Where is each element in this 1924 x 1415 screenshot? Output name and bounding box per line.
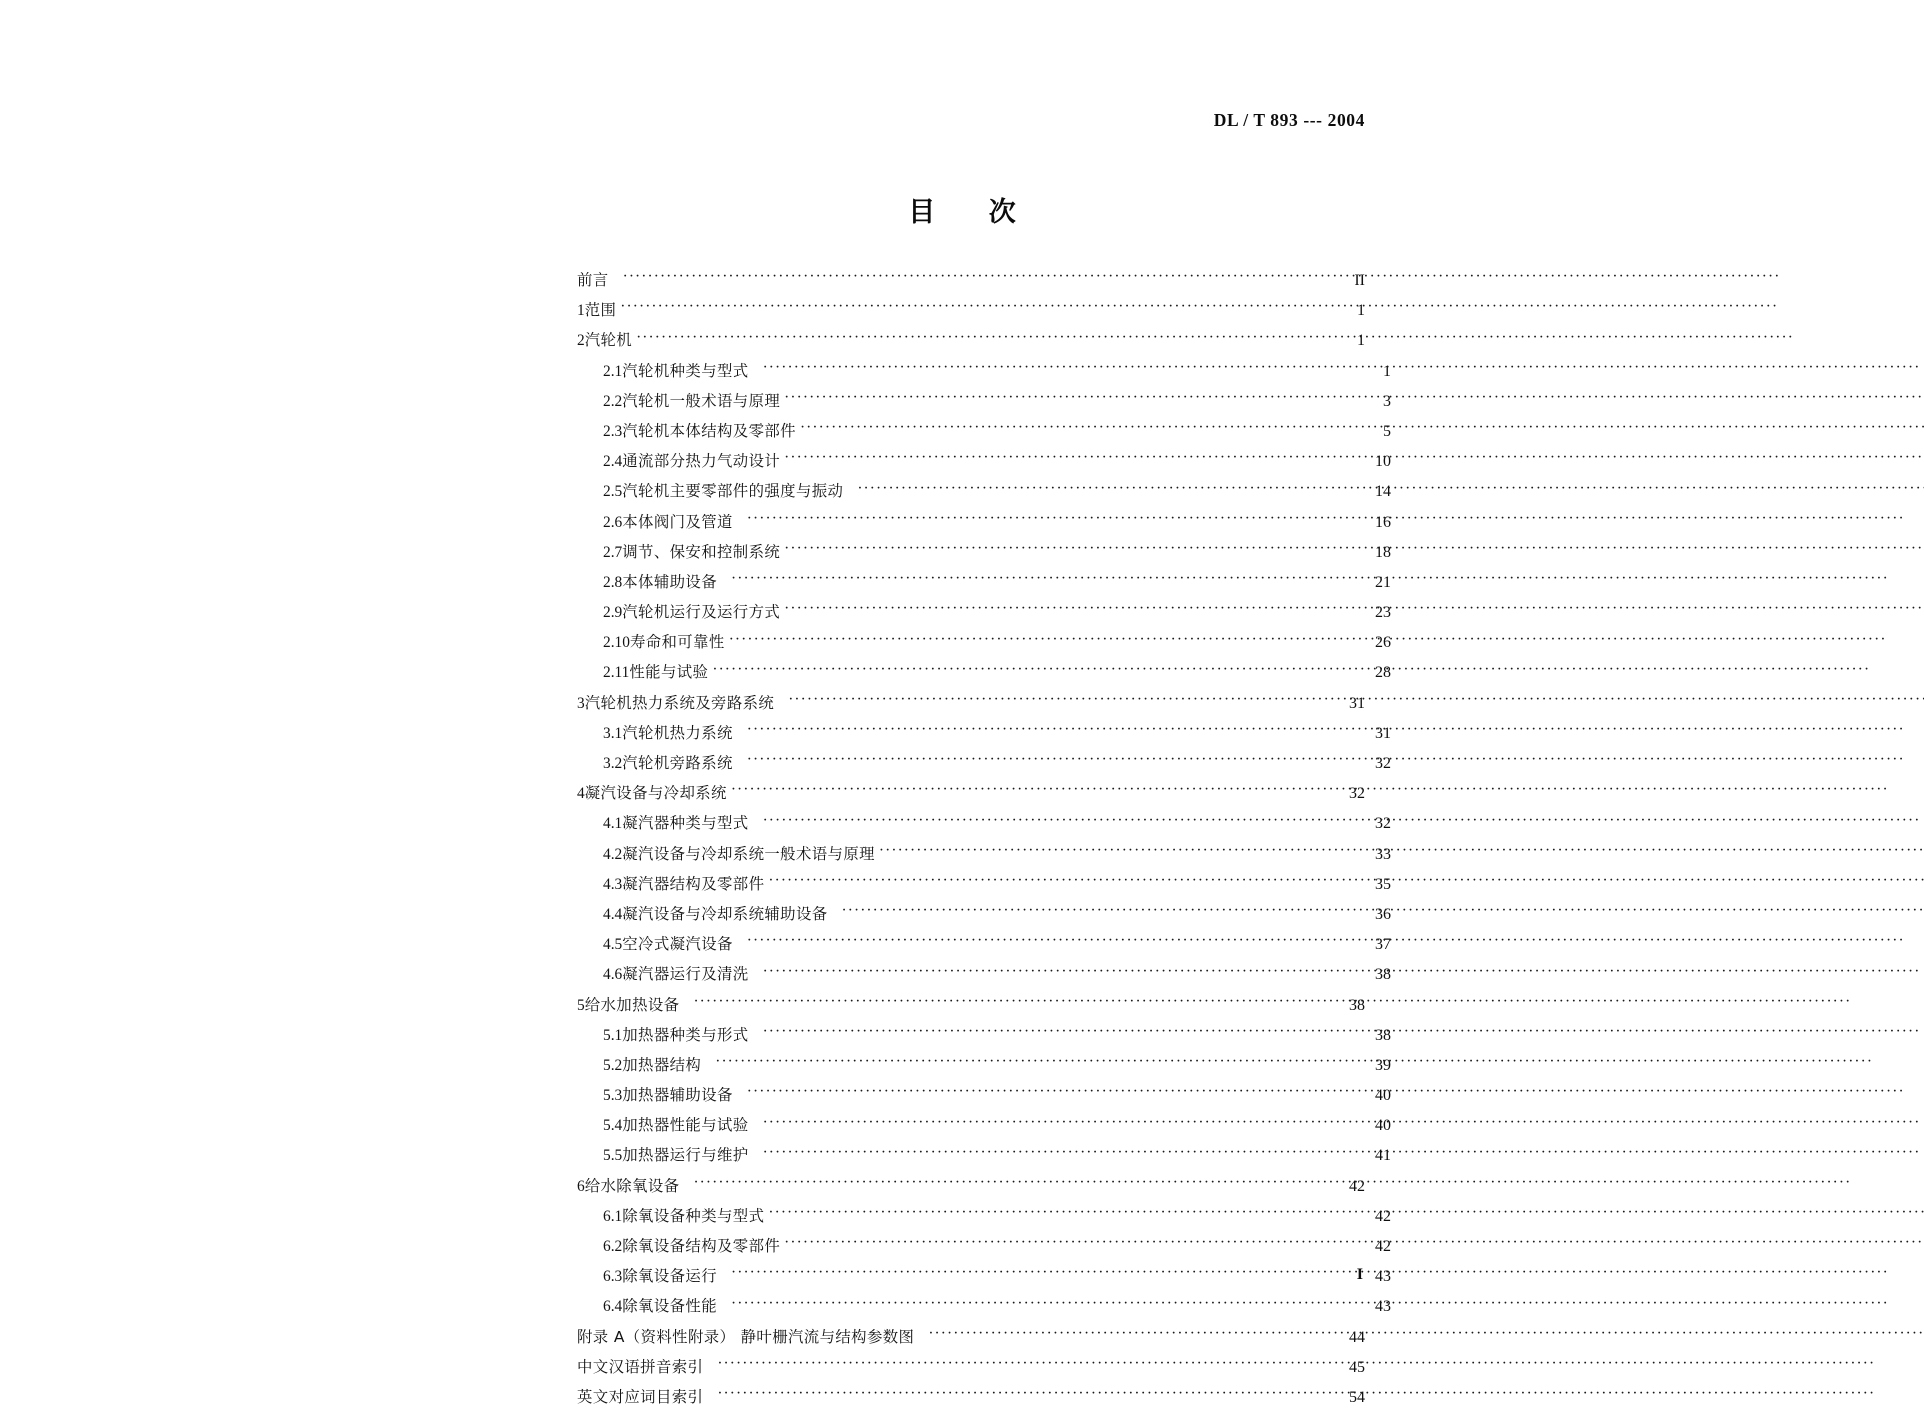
toc-entry-page-number: 21 (1375, 573, 1391, 591)
toc-entry-page-number: 38 (1349, 996, 1365, 1014)
toc-entry-label (603, 751, 733, 773)
toc-entry-label (577, 328, 632, 350)
toc-entry[interactable] (577, 691, 1365, 721)
toc-entry-text: 寿命和可靠性 (629, 633, 725, 652)
toc-entry-page-number: 14 (1375, 483, 1391, 501)
toc-entry-page-number: 28 (1375, 664, 1391, 682)
toc-entry[interactable] (577, 902, 1391, 932)
toc-entry-page-number: 16 (1375, 513, 1391, 531)
toc-entry-number: 2.9 (603, 604, 623, 622)
toc-entry-text: 英文对应词目索引 (577, 1387, 704, 1406)
toc-entry-page-number: 26 (1375, 634, 1391, 652)
toc-dot-leader (800, 421, 1362, 436)
toc-entry[interactable] (577, 479, 1391, 509)
toc-dot-leader (784, 390, 1362, 405)
toc-entry-label (603, 1053, 701, 1075)
toc-entry-text: 除氧设备运行 (622, 1267, 717, 1286)
toc-entry-number: 5.3 (603, 1087, 623, 1105)
toc-entry-text: 中文汉语拼音索引 (577, 1357, 704, 1376)
toc-entry-page-number: 10 (1375, 453, 1391, 471)
toc-entry-label (603, 600, 780, 622)
toc-dot-leader (620, 300, 1336, 315)
toc-entry-label (603, 540, 780, 562)
toc-entry-text: 加热器结构 (622, 1055, 702, 1074)
toc-entry-number: 2.10 (603, 634, 630, 652)
toc-entry-page-number: 38 (1375, 1026, 1391, 1044)
toc-entry-page-number: II (1354, 272, 1365, 289)
toc-entry[interactable] (577, 389, 1391, 419)
toc-entry-text: 通流部分热力气动设计 (622, 452, 781, 471)
toc-entry-label (603, 932, 733, 954)
toc-entry-label (577, 298, 616, 320)
toc-entry[interactable] (577, 842, 1391, 872)
toc-entry[interactable] (577, 660, 1391, 690)
toc-entry-text: 本体辅助设备 (622, 572, 717, 591)
toc-entry-text: 给水除氧设备 (584, 1176, 680, 1195)
toc-entry-label (603, 1264, 717, 1286)
toc-entry[interactable] (577, 1234, 1391, 1264)
toc-entry-text: 汽轮机热力系统及旁路系统 (584, 693, 775, 712)
toc-entry[interactable] (577, 811, 1391, 841)
toc-entry-label (603, 1294, 717, 1316)
toc-entry-text: 汽轮机本体结构及零部件 (622, 421, 796, 440)
toc-entry-label (603, 479, 843, 501)
toc-entry-label (603, 1023, 749, 1045)
toc-entry[interactable] (577, 298, 1365, 328)
toc-entry-text: 凝汽器运行及清洗 (622, 965, 749, 984)
toc-dot-leader (729, 632, 1362, 647)
toc-entry-text: 汽轮机热力系统 (622, 723, 733, 742)
toc-entry-text: 调节、保安和控制系统 (622, 542, 781, 561)
toc-entry-text: 本体阀门及管道 (622, 512, 733, 531)
toc-dot-leader (747, 511, 1362, 526)
toc-entry-text: 凝汽设备与冷却系统 (584, 784, 727, 803)
toc-dot-leader (693, 994, 1336, 1009)
toc-entry-number: 2.8 (603, 573, 623, 591)
toc-entry-page-number: 40 (1375, 1087, 1391, 1105)
toc-entry-label (603, 902, 828, 924)
toc-entry[interactable] (577, 1385, 1365, 1415)
toc-entry-number: 2.4 (603, 453, 623, 471)
toc-entry-text: 加热器种类与形式 (622, 1025, 749, 1044)
toc-entry-text: 加热器性能与试验 (622, 1116, 749, 1135)
toc-entry-page-number: 37 (1375, 936, 1391, 954)
toc-entry-label (603, 1083, 733, 1105)
toc-entry-number: 4.4 (603, 905, 623, 923)
toc-entry[interactable] (577, 510, 1391, 540)
toc-entry-page-number: 36 (1375, 905, 1391, 923)
toc-entry-number: 5.5 (603, 1147, 623, 1165)
toc-entry[interactable] (577, 1325, 1365, 1355)
toc-entry-number: 5 (577, 996, 585, 1014)
toc-entry-number: 6.1 (603, 1207, 623, 1225)
toc-entry-number: 5.4 (603, 1117, 623, 1135)
toc-entry-label (603, 419, 796, 441)
toc-entry-number: 3.1 (603, 724, 623, 742)
toc-dot-leader (784, 451, 1362, 466)
toc-dot-leader (731, 1266, 1362, 1281)
toc-entry-text: 除氧设备种类与型式 (622, 1206, 765, 1225)
toc-entry-page-number: 23 (1375, 604, 1391, 622)
toc-entry-text: 汽轮机种类与型式 (622, 361, 749, 380)
toc-entry-page-number: 32 (1349, 785, 1365, 803)
toc-entry-number: 4.5 (603, 936, 623, 954)
toc-entry[interactable] (577, 1264, 1391, 1294)
toc-dot-leader (857, 481, 1362, 496)
toc-entry[interactable] (577, 962, 1391, 992)
toc-entry-page-number: 45 (1349, 1358, 1365, 1376)
toc-entry-label (577, 691, 774, 713)
toc-entry-label (577, 781, 727, 803)
toc-dot-leader (747, 934, 1362, 949)
toc-entry-text: 范围 (584, 301, 617, 320)
toc-dot-leader (784, 541, 1362, 556)
toc-entry[interactable] (577, 1143, 1391, 1173)
toc-dot-leader (747, 1085, 1362, 1100)
toc-dot-leader (763, 1145, 1362, 1160)
toc-dot-leader (717, 1356, 1336, 1371)
toc-dot-leader (879, 843, 1362, 858)
toc-dot-leader (712, 662, 1362, 677)
toc-entry[interactable] (577, 359, 1391, 389)
toc-entry-page-number: 33 (1375, 845, 1391, 863)
toc-entry[interactable] (577, 721, 1391, 751)
toc-entry-number: 4.2 (603, 845, 623, 863)
toc-entry-page-number: 40 (1375, 1117, 1391, 1135)
toc-entry-text: 凝汽器结构及零部件 (622, 874, 765, 893)
toc-entry-number: 5.1 (603, 1026, 623, 1044)
toc-entry-number: 1 (577, 302, 585, 320)
toc-entry-text: 汽轮机一般术语与原理 (622, 391, 781, 410)
toc-entry-page-number: 32 (1375, 815, 1391, 833)
toc-entry-text: 除氧设备性能 (622, 1297, 717, 1316)
toc-entry-number: 2.1 (603, 362, 623, 380)
toc-dot-leader (768, 1205, 1362, 1220)
toc-entry-label (603, 570, 717, 592)
toc-entry-page-number: 31 (1349, 694, 1365, 712)
standard-number-header: DL / T 893 --- 2004 (1213, 110, 1365, 130)
toc-dot-leader (788, 692, 1336, 707)
toc-entry-text: 凝汽器种类与型式 (622, 814, 749, 833)
toc-entry[interactable] (577, 1174, 1365, 1204)
toc-entry-number: 5.2 (603, 1056, 623, 1074)
toc-entry-page-number: 5 (1383, 422, 1391, 440)
toc-entry-label (577, 1355, 703, 1377)
document-page (487, 0, 1437, 1406)
toc-entry[interactable] (577, 1023, 1391, 1053)
toc-dot-leader (763, 964, 1362, 979)
toc-entry-page-number: 3 (1383, 392, 1391, 410)
toc-entry-label (603, 1234, 780, 1256)
toc-entry-label (603, 1143, 749, 1165)
toc-entry-page-number: 54 (1349, 1388, 1365, 1406)
toc-entry-number: 2 (577, 332, 585, 350)
toc-entry-label (603, 872, 764, 894)
toc-entry[interactable] (577, 872, 1391, 902)
toc-entry-label (603, 449, 780, 471)
toc-entry[interactable] (577, 751, 1391, 781)
toc-entry-label (603, 1113, 749, 1135)
toc-entry[interactable] (577, 570, 1391, 600)
toc-entry-label (603, 630, 725, 652)
toc-dot-leader (717, 1387, 1336, 1402)
page-folio: I (1356, 1266, 1363, 1283)
toc-entry-text: 前言 (577, 271, 609, 289)
toc-entry-number: 2.5 (603, 483, 623, 501)
toc-dot-leader (763, 1115, 1362, 1130)
toc-entry-page-number: 1 (1383, 362, 1391, 380)
toc-entry-label (603, 842, 875, 864)
toc-entry-number: 2.7 (603, 543, 623, 561)
toc-dot-leader (784, 602, 1362, 617)
toc-entry-label (603, 811, 749, 833)
toc-entry-page-number: 18 (1375, 543, 1391, 561)
toc-entry-text: 汽轮机主要零部件的强度与振动 (622, 482, 844, 501)
toc-dot-leader (623, 270, 1336, 285)
toc-dot-leader (731, 571, 1362, 586)
toc-entry-label (603, 359, 749, 381)
toc-entry-page-number: 38 (1375, 966, 1391, 984)
toc-entry-page-number: 44 (1349, 1328, 1365, 1346)
toc-entry-number: 2.6 (603, 513, 623, 531)
toc-entry-text: 给水加热设备 (584, 995, 680, 1014)
toc-entry-page-number: 32 (1375, 755, 1391, 772)
toc-entry-number: 3.2 (603, 755, 623, 772)
toc-entry-page-number: 43 (1375, 1268, 1391, 1286)
toc-entry-page-number: 42 (1349, 1177, 1365, 1195)
toc-entry[interactable] (577, 419, 1391, 449)
toc-entry-text: 汽轮机旁路系统 (622, 754, 733, 772)
toc-entry-label (577, 1325, 914, 1347)
toc-dot-leader (784, 1236, 1362, 1251)
toc-entry-label (603, 962, 749, 984)
toc-entry[interactable] (577, 1204, 1391, 1234)
toc-entry-page-number: 42 (1375, 1207, 1391, 1225)
table-of-contents (577, 268, 1391, 1415)
toc-entry-number: 3 (577, 694, 585, 712)
toc-entry-page-number: 39 (1375, 1056, 1391, 1074)
toc-entry[interactable] (577, 1113, 1391, 1143)
toc-entry-number: 6.2 (603, 1238, 623, 1255)
toc-entry-label (603, 389, 780, 411)
toc-entry[interactable] (577, 540, 1391, 570)
toc-entry[interactable] (577, 781, 1365, 811)
toc-entry-page-number: 35 (1375, 875, 1391, 893)
toc-entry-number: 2.3 (603, 422, 623, 440)
toc-entry[interactable] (577, 328, 1365, 358)
toc-entry[interactable] (577, 630, 1391, 660)
toc-entry-page-number: 1 (1357, 332, 1365, 350)
toc-entry-number: 2.11 (603, 664, 630, 682)
page-title: 目 次 (908, 197, 1038, 228)
toc-entry[interactable] (577, 993, 1365, 1023)
toc-dot-leader (693, 1175, 1336, 1190)
toc-entry-number: 4.1 (603, 815, 623, 833)
toc-dot-leader (763, 1024, 1362, 1039)
toc-entry-number: 6 (577, 1177, 585, 1195)
toc-entry-number: 6.4 (603, 1298, 623, 1316)
toc-entry-label (603, 510, 733, 532)
toc-entry-text: 加热器辅助设备 (622, 1086, 733, 1105)
toc-entry-text: 凝汽设备与冷却系统一般术语与原理 (622, 844, 875, 863)
toc-entry-page-number: 41 (1375, 1147, 1391, 1165)
toc-entry-text: 汽轮机 (584, 331, 633, 350)
toc-entry-number: 4.3 (603, 875, 623, 893)
toc-entry[interactable] (577, 1083, 1391, 1113)
toc-entry-number: 4.6 (603, 966, 623, 984)
toc-entry[interactable] (577, 1355, 1365, 1385)
toc-dot-leader (731, 783, 1336, 798)
toc-entry-text: 加热器运行与维护 (622, 1146, 749, 1165)
toc-dot-leader (636, 330, 1336, 345)
toc-dot-leader (763, 360, 1362, 375)
toc-entry-page-number: 1 (1357, 302, 1365, 320)
toc-entry-label (577, 993, 679, 1015)
toc-entry-page-number: 43 (1375, 1298, 1391, 1316)
toc-dot-leader (747, 722, 1362, 737)
toc-dot-leader (842, 904, 1362, 919)
toc-entry-text: 汽轮机运行及运行方式 (622, 603, 781, 622)
toc-entry[interactable] (577, 932, 1391, 962)
toc-entry[interactable] (577, 1053, 1391, 1083)
toc-dot-leader (763, 813, 1362, 828)
toc-entry-number: 2.2 (603, 392, 623, 410)
toc-entry-label (603, 660, 708, 682)
toc-entry[interactable] (577, 1294, 1391, 1324)
toc-entry[interactable] (577, 600, 1391, 630)
toc-entry-number: 4 (577, 785, 585, 803)
toc-entry-text: 除氧设备结构及零部件 (622, 1237, 781, 1255)
toc-dot-leader (731, 1296, 1362, 1311)
toc-entry-number: 6.3 (603, 1268, 623, 1286)
toc-entry-label (577, 1385, 703, 1407)
toc-entry-label (577, 1174, 679, 1196)
toc-entry-text: 凝汽设备与冷却系统辅助设备 (622, 904, 828, 923)
toc-entry-text: 性能与试验 (629, 663, 709, 682)
toc-entry-text: 空冷式凝汽设备 (622, 935, 733, 954)
toc-dot-leader (715, 1054, 1362, 1069)
toc-entry[interactable] (577, 449, 1391, 479)
toc-dot-leader (768, 873, 1362, 888)
toc-entry-page-number: 31 (1375, 724, 1391, 742)
toc-entry-page-number: 42 (1375, 1238, 1391, 1255)
toc-entry-label (577, 268, 609, 290)
toc-dot-leader (928, 1326, 1336, 1341)
toc-entry[interactable] (577, 268, 1365, 298)
toc-entry-label (603, 721, 733, 743)
toc-entry-text: 附录 A（资料性附录） 静叶栅汽流与结构参数图 (577, 1327, 915, 1346)
toc-entry-label (603, 1204, 764, 1226)
toc-dot-leader (747, 753, 1362, 768)
